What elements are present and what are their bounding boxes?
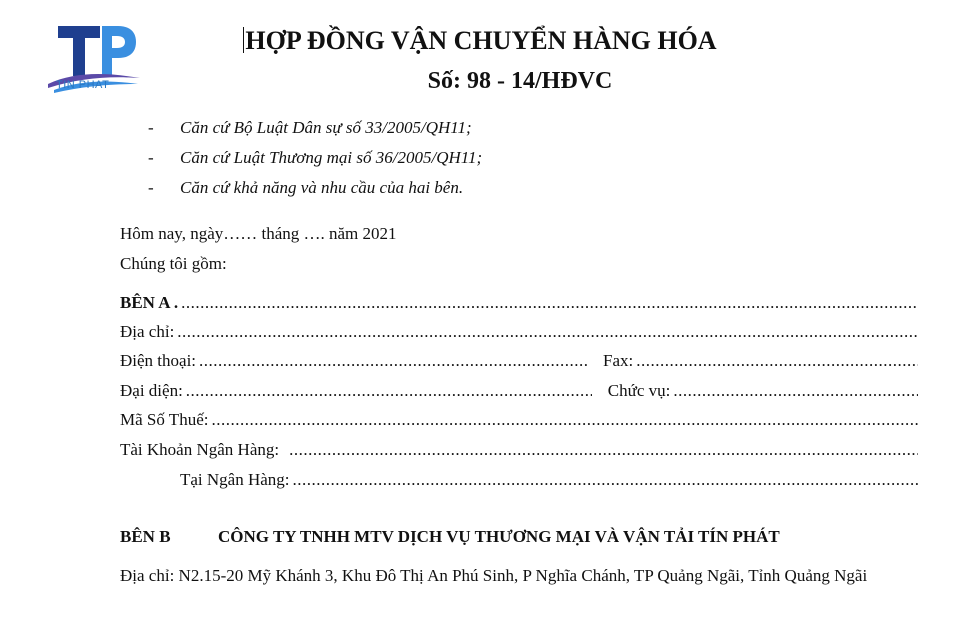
intro-line: Chúng tôi gồm:: [120, 254, 227, 273]
party-a-phone-row: [120, 351, 918, 371]
contract-number: Số: 98 - 14/HĐVC: [427, 68, 613, 94]
party-a-label: BÊN A .: [120, 293, 179, 312]
party-a-bank-row: [180, 470, 918, 490]
party-a-account-row: [120, 440, 918, 460]
logo-text: TIN PHAT: [56, 79, 110, 91]
phone-label: Điện thoại:: [120, 351, 197, 370]
fax-label: Fax:: [603, 351, 634, 370]
document-title: HỢP ĐỒNG VẬN CHUYỂN HÀNG HÓA: [245, 26, 717, 55]
party-b-label: BÊN B: [120, 527, 171, 546]
party-b-company: CÔNG TY TNHH MTV DỊCH VỤ THƯƠNG MẠI VÀ VẬN TẢI TÍN PHÁT: [218, 527, 780, 546]
legal-bases-list: [148, 113, 482, 203]
list-item: - Căn cứ khả năng và nhu cầu của hai bên.: [148, 178, 464, 197]
bank-name-label: Tại Ngân Hàng:: [180, 470, 290, 489]
party-b-header: [120, 527, 780, 547]
party-a-row: [120, 293, 918, 313]
tax-code-label: Mã Số Thuế:: [120, 410, 209, 429]
address-label: Địa chỉ:: [120, 322, 175, 341]
party-b-address: Địa chỉ: N2.15-20 Mỹ Khánh 3, Khu Đô Thị An Phú Sinh, P Nghĩa Chánh, TP Quảng Ngãi, Tỉnh Quảng Ngãi: [120, 566, 868, 585]
date-line: Hôm nay, ngày…… tháng …. năm 2021: [120, 224, 397, 243]
bank-account-label: Tài Khoản Ngân Hàng:: [120, 440, 280, 459]
party-a-address-row: [120, 322, 918, 342]
position-label: Chức vụ:: [607, 381, 671, 400]
party-a-rep-row: [120, 381, 918, 401]
party-a-tax-row: [120, 410, 918, 430]
list-item: - Căn cứ Luật Thương mại số 36/2005/QH11;: [148, 148, 483, 167]
representative-label: Đại diện:: [120, 381, 183, 400]
list-item: - Căn cứ Bộ Luật Dân sự số 33/2005/QH11;: [148, 118, 472, 137]
